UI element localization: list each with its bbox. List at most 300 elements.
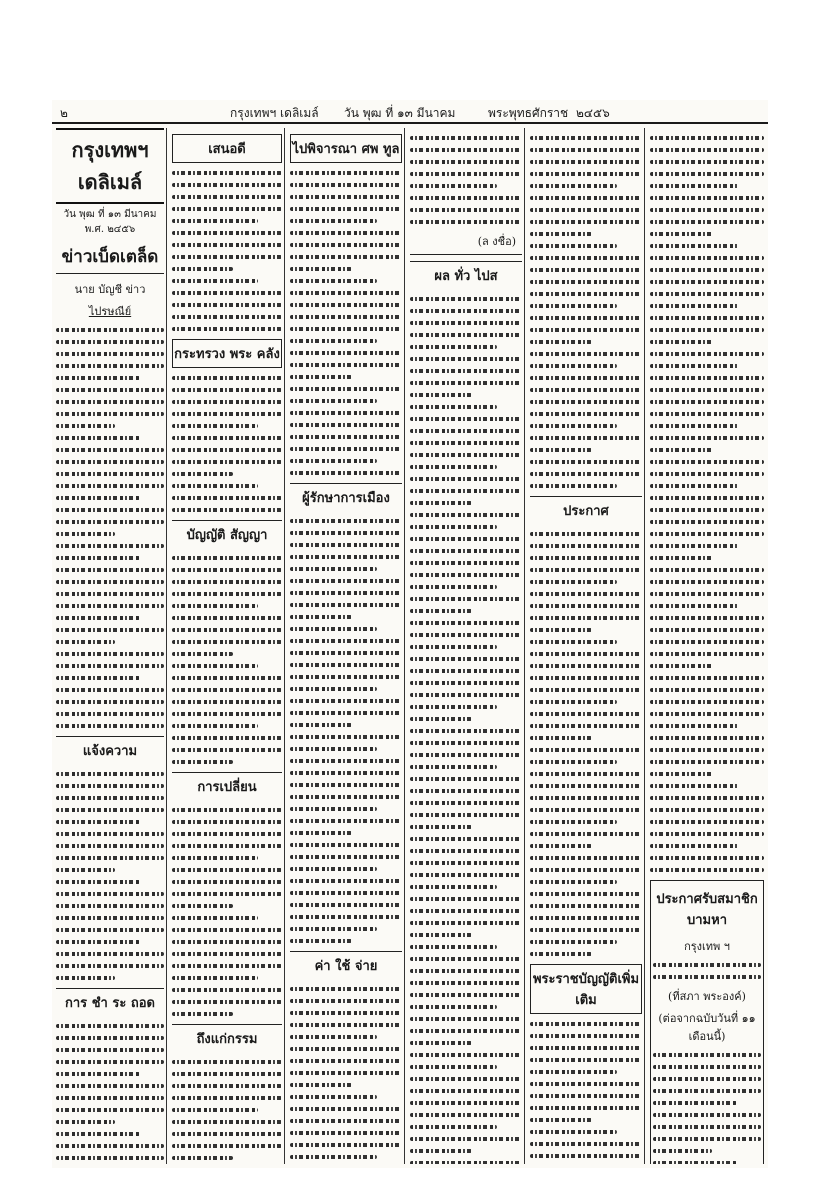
text-line [530, 1046, 642, 1050]
text-line [56, 544, 164, 548]
column-2 [172, 128, 282, 1164]
article-text [172, 556, 282, 764]
text-line [410, 513, 522, 517]
text-line [530, 592, 642, 596]
text-line [530, 1094, 642, 1098]
text-line [650, 172, 764, 176]
text-line [172, 916, 258, 920]
text-line [56, 1060, 164, 1064]
text-line [290, 327, 402, 331]
text-line [290, 831, 352, 835]
section-heading: ประกาศ [530, 496, 642, 524]
text-line [172, 1084, 282, 1088]
text-line [172, 676, 282, 680]
text-line [530, 880, 617, 884]
text-line [653, 963, 761, 967]
text-line [172, 844, 282, 848]
text-line [410, 172, 522, 176]
text-line [530, 916, 642, 920]
text-line [650, 700, 764, 704]
text-line [56, 352, 164, 356]
text-line [530, 1058, 642, 1062]
header-paper-name: กรุงเทพฯ เดลิเมล์ [230, 106, 319, 120]
section-heading: เสนอดี [172, 134, 282, 163]
text-line [650, 592, 764, 596]
text-line [650, 388, 764, 392]
text-line [650, 628, 764, 632]
text-line [56, 1048, 164, 1052]
signature-line: (ล งชื่อ) [477, 235, 516, 248]
text-line [410, 184, 497, 188]
text-line [530, 196, 642, 200]
text-line [56, 892, 164, 896]
text-line [290, 1083, 352, 1087]
text-line [650, 640, 764, 644]
text-line [410, 1077, 522, 1081]
text-line [530, 904, 642, 908]
text-line [172, 183, 282, 187]
text-line [530, 928, 642, 932]
text-line [530, 568, 642, 572]
text-line [56, 364, 164, 368]
article-text [172, 808, 282, 1016]
text-line [56, 448, 164, 452]
text-line [530, 712, 642, 716]
text-line [650, 208, 764, 212]
text-line [650, 256, 764, 260]
text-line [56, 340, 164, 344]
text-line [410, 705, 497, 709]
text-line [530, 556, 642, 560]
text-line [290, 807, 377, 811]
text-line [290, 1107, 402, 1111]
text-line [56, 1156, 164, 1160]
text-line [172, 496, 282, 500]
text-line [290, 999, 402, 1003]
text-line [530, 304, 617, 308]
text-line [650, 196, 764, 200]
text-line [290, 243, 402, 247]
text-line [650, 400, 764, 404]
text-line [410, 1089, 522, 1093]
text-line [530, 676, 642, 680]
text-line [172, 616, 282, 620]
text-line [290, 399, 377, 403]
text-line [56, 628, 164, 632]
text-line [653, 1101, 737, 1105]
text-line [410, 345, 497, 349]
text-line [530, 460, 642, 464]
text-line [410, 789, 522, 793]
text-line [290, 279, 377, 283]
text-line [650, 352, 764, 356]
text-line [290, 1131, 402, 1135]
text-line [650, 712, 764, 716]
text-line [410, 633, 522, 637]
text-line [56, 808, 164, 812]
text-line [530, 412, 642, 416]
text-line [410, 549, 522, 553]
column-1 [56, 128, 164, 1164]
text-line [172, 808, 282, 812]
text-line [650, 292, 764, 296]
text-line [410, 861, 522, 865]
text-line [290, 303, 402, 307]
text-line [650, 724, 739, 728]
text-line [650, 412, 764, 416]
text-line [410, 933, 472, 937]
text-line [653, 1149, 712, 1153]
text-line [650, 664, 713, 668]
text-line [56, 820, 140, 824]
text-line [172, 928, 282, 932]
headline: ข่าวเบ็ดเตล็ด [56, 240, 164, 274]
text-line [410, 693, 522, 697]
masthead: กรุงเทพฯ เดลิเมล์ [56, 128, 164, 204]
text-line [410, 357, 522, 361]
text-line [172, 700, 282, 704]
notice-subheading: กรุงเทพ ฯ [684, 940, 730, 953]
text-line [650, 604, 739, 608]
text-line [410, 813, 522, 817]
text-line [172, 604, 258, 608]
text-line [172, 303, 282, 307]
text-line [290, 903, 402, 907]
text-line [172, 556, 282, 560]
text-line [56, 712, 164, 716]
text-line [290, 819, 402, 823]
text-line [650, 616, 764, 620]
text-line [56, 796, 164, 800]
text-line [650, 772, 713, 776]
text-line [172, 1156, 233, 1160]
text-line [290, 627, 377, 631]
text-line [530, 1142, 642, 1146]
text-line [172, 628, 282, 632]
text-line [290, 567, 377, 571]
text-line [530, 316, 642, 320]
text-line [290, 171, 402, 175]
text-line [290, 1035, 377, 1039]
text-line [650, 316, 764, 320]
text-line [290, 459, 377, 463]
section-heading: ค่า ใช้ จ่าย [290, 951, 402, 979]
text-line [530, 796, 642, 800]
text-line [530, 172, 642, 176]
text-line [410, 993, 522, 997]
text-line [650, 436, 764, 440]
text-line [653, 1125, 761, 1129]
text-line [56, 568, 164, 572]
text-line [530, 604, 642, 608]
section-heading: การเปลี่ยน [172, 772, 282, 800]
text-line [290, 843, 402, 847]
text-line [290, 1023, 402, 1027]
article-text [530, 532, 642, 956]
article-text [653, 1053, 761, 1164]
article-text [56, 772, 164, 980]
article-text [410, 136, 522, 224]
text-line [172, 760, 233, 764]
text-line [530, 700, 617, 704]
text-line [172, 400, 282, 404]
text-line [290, 723, 352, 727]
header-date: วัน พุฒ ที่ ๑๓ มีนาคม [344, 106, 456, 120]
text-line [650, 784, 739, 788]
text-line [56, 916, 164, 920]
text-line [410, 585, 497, 589]
text-line [56, 436, 140, 440]
column-rule [166, 128, 167, 1164]
text-line [530, 736, 592, 740]
text-line [410, 837, 522, 841]
text-line [410, 729, 522, 733]
text-line [56, 1144, 164, 1148]
text-line [290, 255, 402, 259]
section-heading: บัญญัติ สัญญา [172, 520, 282, 548]
article-text [290, 171, 402, 475]
text-line [172, 592, 282, 596]
text-line [290, 735, 402, 739]
text-line [410, 196, 522, 200]
text-line [56, 676, 140, 680]
text-line [290, 411, 402, 415]
text-line [530, 748, 642, 752]
text-line [410, 1101, 522, 1105]
text-line [56, 412, 164, 416]
text-line [56, 928, 164, 932]
text-line [290, 363, 402, 367]
text-line [290, 543, 402, 547]
text-line [172, 484, 258, 488]
text-line [650, 136, 764, 140]
text-line [650, 364, 739, 368]
text-line [410, 369, 522, 373]
article-text [56, 1024, 164, 1164]
text-line [530, 1070, 617, 1074]
text-line [290, 615, 352, 619]
column-rule [524, 128, 525, 1164]
text-line [56, 772, 164, 776]
text-line [172, 243, 282, 247]
text-line [290, 267, 352, 271]
text-line [410, 309, 522, 313]
text-line [650, 460, 764, 464]
text-line [172, 904, 233, 908]
text-line [290, 867, 377, 871]
text-line [290, 591, 402, 595]
text-line [410, 1041, 472, 1045]
text-line [56, 832, 164, 836]
text-line [410, 981, 522, 985]
text-line [290, 423, 402, 427]
section-heading: กระทรวง พระ คลัง [172, 339, 282, 368]
text-line [410, 441, 522, 445]
text-line [650, 844, 739, 848]
text-line [410, 1125, 497, 1129]
text-line [172, 207, 282, 211]
text-line [530, 148, 642, 152]
text-line [56, 724, 164, 728]
notice-subheading: (ที่สภา พระองค์) [668, 990, 746, 1003]
text-line [410, 909, 522, 913]
text-line [650, 280, 764, 284]
text-line [290, 195, 402, 199]
text-line [290, 231, 402, 235]
text-line [172, 388, 282, 392]
dateline: วัน พุฒ ที่ ๑๓ มีนาคม พ.ศ. ๒๔๕๖ [63, 209, 157, 235]
page-header [52, 100, 768, 124]
text-line [172, 291, 282, 295]
text-line [530, 628, 592, 632]
text-line [650, 808, 764, 812]
text-line [653, 1053, 761, 1057]
text-line [530, 532, 642, 536]
header-year: ๒๔๕๖ [576, 106, 610, 120]
text-line [410, 561, 522, 565]
text-line [410, 645, 497, 649]
text-line [172, 279, 258, 283]
text-line [410, 501, 472, 505]
text-line [530, 784, 642, 788]
text-line [56, 1096, 164, 1100]
text-line [172, 315, 282, 319]
text-line [410, 945, 497, 949]
section-heading: พระราชบัญญัติเพิ่มเติม [530, 964, 642, 1014]
text-line [56, 868, 115, 872]
text-line [410, 1149, 472, 1153]
text-line [530, 1022, 642, 1026]
text-line [530, 328, 642, 332]
text-line [410, 1017, 522, 1021]
text-line [650, 856, 764, 860]
text-line [172, 988, 282, 992]
text-line [650, 328, 764, 332]
text-line [410, 741, 522, 745]
text-line [410, 765, 497, 769]
text-line [410, 669, 522, 673]
text-line [56, 904, 164, 908]
text-line [172, 640, 282, 644]
text-line [530, 688, 642, 692]
text-line [290, 639, 402, 643]
text-line [650, 304, 739, 308]
text-line [172, 1144, 282, 1148]
text-line [410, 321, 522, 325]
text-line [410, 801, 522, 805]
text-line [290, 1143, 402, 1147]
text-line [410, 381, 522, 385]
section-heading: แจ้งความ [56, 736, 164, 764]
text-line [530, 856, 642, 860]
text-line [172, 460, 282, 464]
newspaper-page [52, 100, 768, 1168]
text-line [530, 424, 617, 428]
text-line [172, 724, 258, 728]
text-line [410, 1005, 497, 1009]
text-line [650, 160, 764, 164]
text-line [56, 1084, 164, 1088]
text-line [530, 832, 642, 836]
page-number: ๒ [60, 106, 68, 120]
text-line [530, 580, 617, 584]
text-line [410, 453, 522, 457]
text-line [530, 664, 642, 668]
text-line [290, 315, 402, 319]
text-line [530, 184, 617, 188]
article-text [172, 1060, 282, 1164]
text-line [410, 220, 522, 224]
text-line [290, 1011, 402, 1015]
article-text [653, 963, 761, 979]
text-line [530, 1154, 642, 1158]
text-line [56, 472, 164, 476]
text-line [290, 699, 402, 703]
text-line [172, 652, 233, 656]
article-text [530, 1022, 642, 1164]
text-line [410, 1029, 522, 1033]
text-line [290, 927, 377, 931]
text-line [290, 1095, 377, 1099]
column-rule [284, 128, 285, 1164]
text-line [172, 327, 282, 331]
text-line [650, 760, 764, 764]
text-line [172, 736, 282, 740]
text-line [410, 465, 497, 469]
text-line [653, 1077, 761, 1081]
text-line [410, 393, 472, 397]
text-line [530, 400, 642, 404]
text-line [410, 160, 522, 164]
section-heading: ไปรษณีย์ [88, 305, 132, 318]
section-heading: ผล ทั่ว ไปส [410, 261, 522, 289]
text-line [650, 424, 739, 428]
text-line [56, 652, 164, 656]
text-line [650, 232, 713, 236]
text-line [172, 856, 258, 860]
text-line [410, 897, 522, 901]
text-line [653, 1089, 761, 1093]
text-line [653, 1137, 761, 1141]
text-line [410, 969, 522, 973]
text-line [290, 1047, 402, 1051]
text-line [172, 1132, 282, 1136]
text-line [530, 340, 592, 344]
text-line [290, 447, 402, 451]
text-line [56, 976, 115, 980]
text-line [172, 568, 282, 572]
text-line [56, 592, 164, 596]
notice-box [650, 880, 764, 1164]
text-line [56, 940, 140, 944]
text-line [410, 621, 522, 625]
column-6 [650, 128, 764, 1164]
text-line [650, 556, 713, 560]
text-line [530, 1106, 642, 1110]
text-line [650, 340, 713, 344]
text-line [530, 436, 642, 440]
text-line [650, 484, 739, 488]
text-line [290, 291, 402, 295]
text-line [290, 687, 377, 691]
text-line [530, 820, 617, 824]
text-line [530, 484, 617, 488]
text-line [530, 844, 592, 848]
text-line [290, 183, 402, 187]
text-line [56, 484, 164, 488]
text-line [410, 525, 497, 529]
text-line [290, 651, 402, 655]
